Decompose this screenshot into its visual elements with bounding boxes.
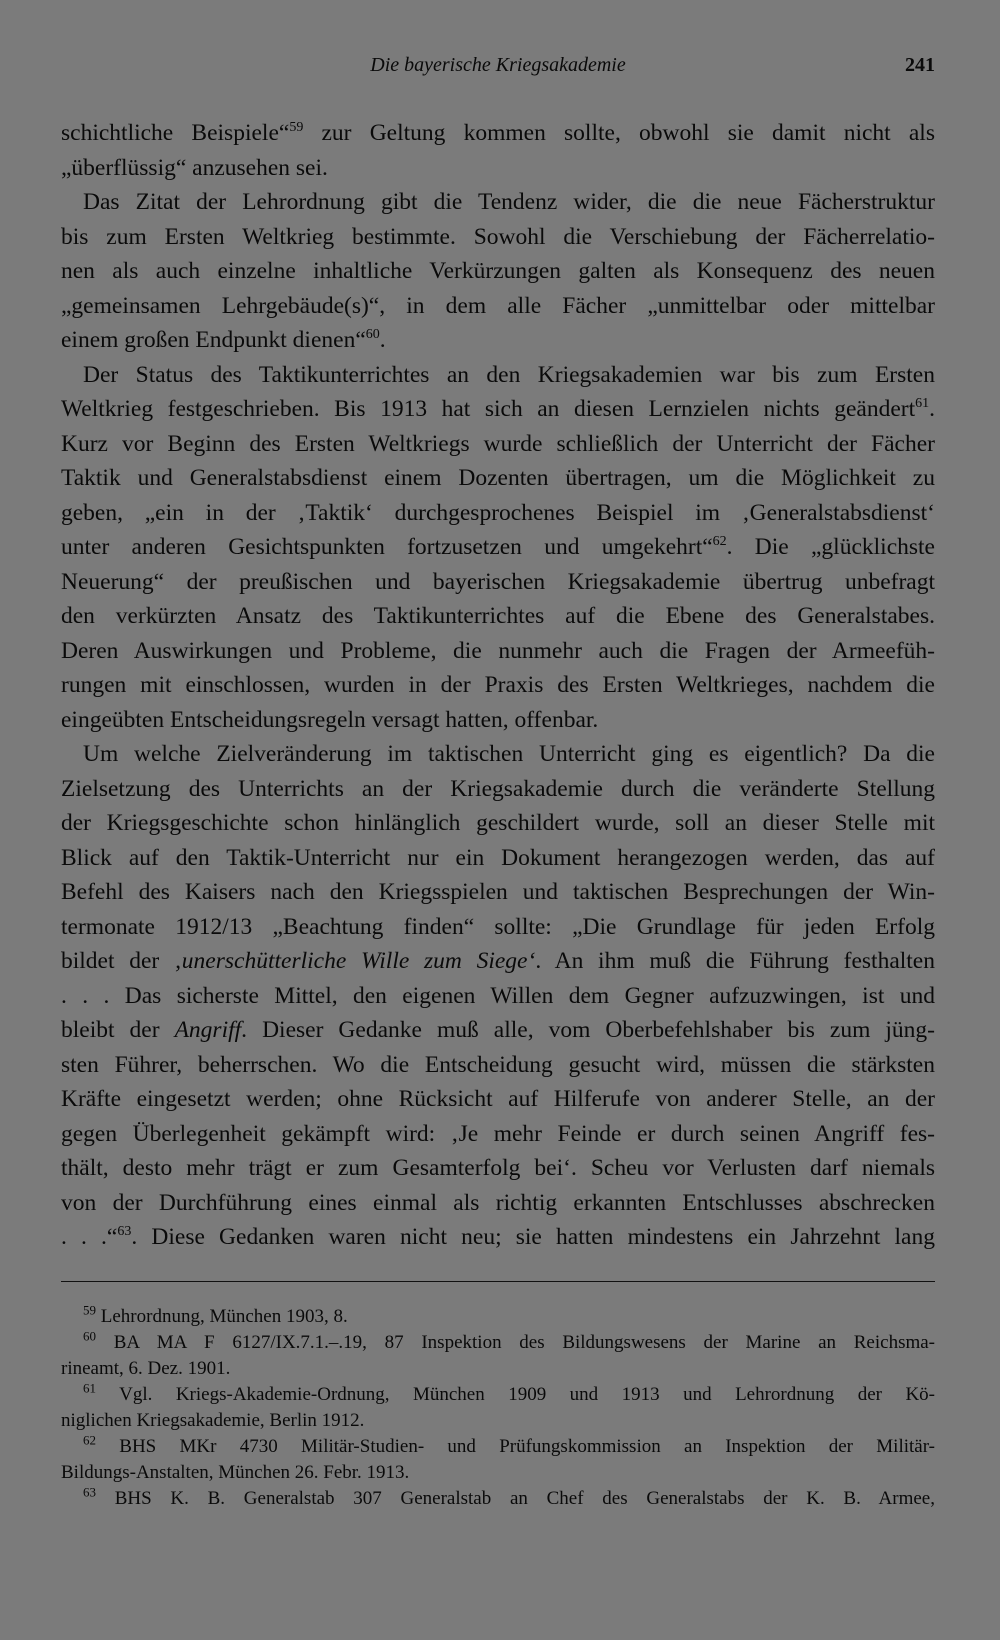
text-line: Befehl des Kaisers nach den Kriegsspielen und taktischen Besprechungen der Win- <box>61 879 935 905</box>
footnote-63: $^{63}$ BHS K. B. Generalstab 307 Generalstab an Chef des Generalstabs der K. B. Armee, <box>83 1486 935 1509</box>
text-line: Um welche Zielveränderung im taktischen Unterricht ging es eigentlich? Da die <box>83 741 935 767</box>
footnote-60-cont: rineamt, 6. Dez. 1901. <box>61 1358 231 1379</box>
text-line: Kräfte eingesetzt werden; ohne Rücksicht auf Hilferufe von anderer Stelle, an der <box>61 1086 935 1112</box>
text-line: bis zum Ersten Weltkrieg bestimmte. Sowohl die Verschiebung der Fächerrelatio- <box>61 223 935 250</box>
page-number: 241 <box>905 54 935 76</box>
footnotes <box>61 1304 935 1512</box>
text-line: . . . Das sicherste Mittel, den eigenen Willen dem Gegner aufzuzwingen, ist und <box>61 982 935 1009</box>
footnote-ref: 63 <box>117 1224 132 1240</box>
emphasis: Angriff <box>174 1017 242 1043</box>
text-line: den verkürzten Ansatz des Taktikunterrichtes auf die Ebene des Generalstabes. <box>61 603 935 629</box>
footnote-62: $^{62}$ BHS MKr 4730 Militär-Studien- und Prüfungskommission an Inspektion der Militär- <box>83 1434 935 1457</box>
emphasis: ‚unerschütterliche Wille zum Siege‘ <box>173 948 536 974</box>
text-line: der Kriegsgeschichte schon hinlänglich geschildert wurde, soll an dieser Stelle mit <box>61 810 935 836</box>
text-line: Das Zitat der Lehrordnung gibt die Tendenz wider, die die neue Fächerstruktur <box>83 189 935 215</box>
text-line: unter anderen Gesichtspunkten fortzusetzen und umgekehrt“$^{62}$. Die „glücklichste <box>61 534 935 560</box>
text-line: Weltkrieg festgeschrieben. Bis 1913 hat sich an diesen Lernzielen nichts geändert$^{61}$. <box>61 396 935 422</box>
footnote-61-cont: niglichen Kriegsakademie, Berlin 1912. <box>61 1410 365 1431</box>
text-line: von der Durchführung eines einmal als richtig erkannten Entschlusses abschrecken <box>61 1189 935 1216</box>
text-line: Deren Auswirkungen und Probleme, die nunmehr auch die Fragen der Armeefüh- <box>61 637 935 664</box>
text-line: Blick auf den Taktik-Unterricht nur ein Dokument herangezogen werden, das auf <box>61 844 935 871</box>
text-line: eingeübten Entscheidungsregeln versagt hatten, offenbar. <box>61 706 599 733</box>
footnote-62-cont: Bildungs-Anstalten, München 26. Febr. 1913. <box>61 1462 410 1483</box>
text-line: bildet der ‚unerschütterliche Wille zum Siege‘. An ihm muß die Führung festhalten <box>61 948 935 974</box>
text-line: Kurz vor Beginn des Ersten Weltkriegs wurde schließlich der Unterricht der Fächer <box>61 430 935 457</box>
text-line: bleibt der Angriff. Dieser Gedanke muß alle, vom Oberbefehlshaber bis zum jüng- <box>61 1017 935 1043</box>
text-line: sten Führer, beherrschen. Wo die Entscheidung gesucht wird, müssen die stärksten <box>61 1051 935 1078</box>
running-title: Die bayerische Kriegsakademie <box>370 54 626 76</box>
body-text <box>61 116 935 1255</box>
text-line: nen als auch einzelne inhaltliche Verkürzungen galten als Konsequenz des neuen <box>61 258 935 284</box>
text-line: Zielsetzung des Unterrichts an der Kriegsakademie durch die veränderte Stellung <box>61 775 935 802</box>
text-line: schichtliche Beispiele“$^{59}$ zur Geltung kommen sollte, obwohl sie damit nicht als <box>61 120 935 146</box>
running-head <box>61 50 935 82</box>
footnote-59: $^{59}$ Lehrordnung, München 1903, 8. <box>83 1304 348 1327</box>
text-line: thält, desto mehr trägt er zum Gesamterfolg bei‘. Scheu vor Verlusten darf niemals <box>61 1155 935 1181</box>
footnote-separator <box>61 1281 935 1282</box>
book-page <box>61 0 935 1640</box>
footnote-ref: 62 <box>712 534 727 550</box>
text-line: Neuerung“ der preußischen und bayerischen Kriegsakademie übertrug unbefragt <box>61 568 935 595</box>
footnote-61: $^{61}$ Vgl. Kriegs-Akademie-Ordnung, München 1909 und 1913 und Lehrordnung der Kö- <box>83 1382 935 1405</box>
footnote-ref: 59 <box>289 120 304 136</box>
text-line: gegen Überlegenheit gekämpft wird: ‚Je mehr Feinde er durch seinen Angriff fes- <box>61 1120 935 1147</box>
text-line: „überflüssig“ anzusehen sei. <box>61 154 328 181</box>
text-line: Der Status des Taktikunterrichtes an den Kriegsakademien war bis zum Ersten <box>83 361 935 388</box>
text-line: . . .“$^{63}$. Diese Gedanken waren nicht neu; sie hatten mindestens ein Jahrzehnt lang <box>61 1224 935 1250</box>
text-line: termonate 1912/13 „Beachtung finden“ sollte: „Die Grundlage für jeden Erfolg <box>61 913 935 940</box>
text-line: rungen mit einschlossen, wurden in der Praxis des Ersten Weltkrieges, nachdem die <box>61 672 935 698</box>
text-line: „gemeinsamen Lehrgebäude(s)“, in dem alle Fächer „unmittelbar oder mittelbar <box>61 292 935 319</box>
text-line: einem großen Endpunkt dienen“$^{60}$. <box>61 327 386 353</box>
text-line: Taktik und Generalstabsdienst einem Dozenten übertragen, um die Möglichkeit zu <box>61 465 935 491</box>
text-line: geben, „ein in der ‚Taktik‘ durchgesprochenes Beispiel im ‚Generalstabsdienst‘ <box>61 499 935 526</box>
footnote-ref: 60 <box>365 327 380 343</box>
footnote-60: $^{60}$ BA MA F 6127/IX.7.1.–.19, 87 Inspektion des Bildungswesens der Marine an Reichsma- <box>83 1330 935 1353</box>
footnote-ref: 61 <box>915 396 930 412</box>
